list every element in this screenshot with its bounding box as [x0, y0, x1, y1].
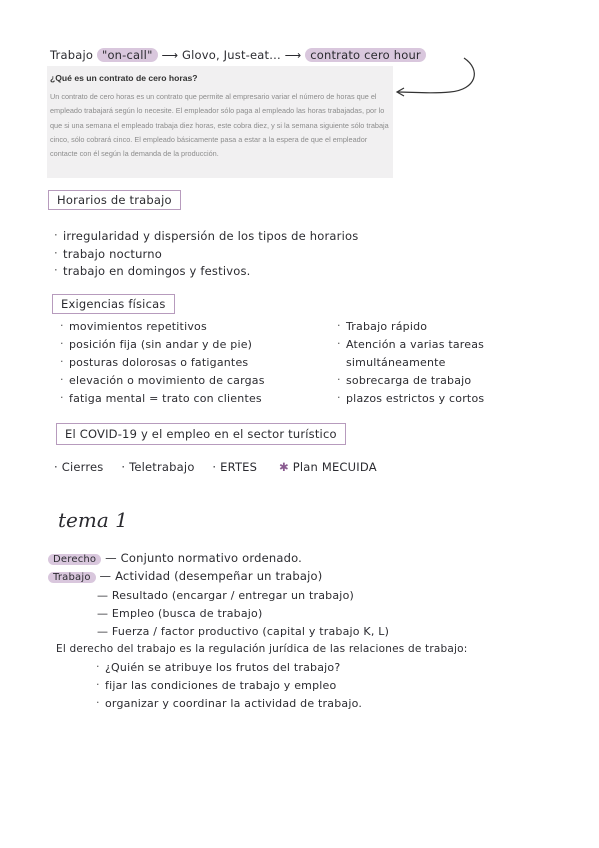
list-item: · organizar y coordinar la actividad de trabajo. [96, 695, 362, 713]
list-item: — Fuerza / factor productivo (capital y trabajo K, L) [97, 625, 390, 638]
plan-mecuida-text: Plan MECUIDA [292, 460, 377, 474]
quote-box [47, 66, 393, 178]
list-item: · trabajo en domingos y festivos. [54, 263, 358, 281]
teletrabajo-text: Teletrabajo [129, 460, 195, 474]
tema-title: tema 1 [58, 508, 128, 532]
list-item: · posturas dolorosas o fatigantes [60, 354, 265, 372]
exigencias-heading: Exigencias físicas [52, 294, 175, 314]
ertes-text: ERTES [220, 460, 258, 474]
arrow-right-icon: ⟶ [284, 48, 302, 62]
regulacion-list [96, 659, 362, 713]
list-item: · fijar las condiciones de trabajo y empleo [96, 677, 362, 695]
platforms-text: Glovo, Just-eat... [181, 48, 281, 62]
horarios-heading: Horarios de trabajo [48, 190, 181, 210]
list-item: · elevación o movimiento de cargas [60, 372, 265, 390]
derecho-definition: — Conjunto normativo ordenado. [105, 551, 302, 565]
list-item: · Atención a varias tareas simultáneamente [337, 336, 511, 372]
quote-title: ¿Qué es un contrato de cero horas? [50, 73, 198, 83]
list-item: · posición fija (sin andar y de pie) [60, 336, 265, 354]
list-item: · Trabajo rápido [337, 318, 517, 336]
curved-arrow-icon [390, 52, 490, 102]
list-item: — Empleo (busca de trabajo) [97, 607, 263, 620]
trabajo-more-definitions [97, 587, 389, 641]
exigencias-left-list [60, 318, 265, 408]
derecho-label: Derecho [48, 554, 101, 565]
exigencias-right-list [337, 318, 517, 408]
arrow-right-icon: ⟶ [161, 48, 179, 62]
star-icon: ✱ [279, 460, 289, 474]
list-item: · movimientos repetitivos [60, 318, 265, 336]
list-item: · irregularidad y dispersión de los tipos de horarios [54, 228, 358, 246]
trabajo-text: Trabajo [50, 48, 94, 62]
list-item: · plazos estrictos y cortos [337, 390, 517, 408]
header-line [50, 48, 426, 62]
list-item: · sobrecarga de trabajo [337, 372, 517, 390]
trabajo-definition: — Actividad (desempeñar un trabajo) [99, 569, 323, 583]
trabajo-row [48, 569, 322, 583]
list-item: · trabajo nocturno [54, 246, 358, 264]
covid-heading: El COVID-19 y el empleo en el sector turístico [56, 423, 346, 445]
contrato-cero-hour-highlight: contrato cero hour [305, 48, 426, 62]
list-item: — Resultado (encargar / entregar un trabajo) [97, 589, 354, 602]
derecho-row [48, 551, 302, 565]
list-item: · fatiga mental = trato con clientes [60, 390, 265, 408]
on-call-highlight: "on-call" [97, 48, 158, 62]
list-item: · ¿Quién se atribuye los frutos del trabajo? [96, 659, 362, 677]
trabajo-label: Trabajo [48, 572, 96, 583]
regulacion-text: El derecho del trabajo es la regulación jurídica de las relaciones de trabajo: [56, 643, 468, 655]
horarios-list [54, 228, 358, 281]
quote-body: Un contrato de cero horas es un contrato que permite al empresario variar el número de horas que el empleado trabajará según lo necesite. El empleador sólo paga al empleado las horas trabajadas, por lo que si una semana el empleado trabaja diez horas, este cobra diez, y si la semana siguiente sólo trabaja cinco, sólo cobrará cinco. El empleado básicamente pasa a estar a la espera de que el empleador contacte con él según la demanda de la producción. [50, 92, 389, 159]
covid-row: · Cierres · Teletrabajo · ERTES ✱ Plan MECUIDA [54, 460, 377, 474]
cierres-text: Cierres [61, 460, 104, 474]
